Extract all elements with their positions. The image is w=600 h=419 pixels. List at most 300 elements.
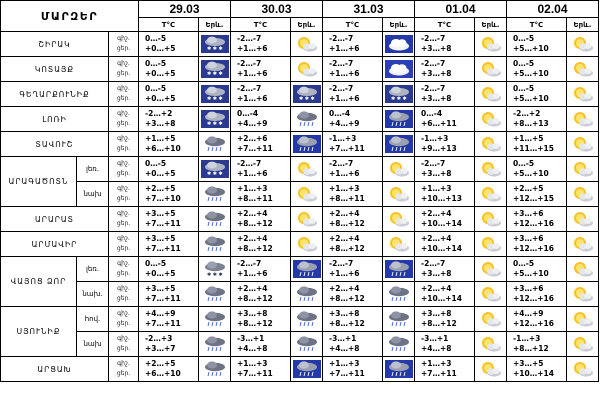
sun-cloud-icon	[567, 210, 598, 228]
table-row	[1, 257, 599, 282]
night-temp: +2…+4	[421, 234, 452, 243]
sun-cloud-icon	[567, 260, 598, 278]
sun-cloud-icon	[475, 185, 506, 203]
night-temp: +2…+5	[145, 359, 176, 368]
day-temp: +5…+10	[513, 44, 549, 53]
night-temp: 0…-4	[421, 109, 443, 118]
night-temp: +3…+6	[513, 209, 544, 218]
cloud-icon	[383, 60, 414, 78]
night-temp: +2…+4	[237, 284, 268, 293]
weather-cell	[383, 132, 415, 157]
weather-cell	[475, 307, 507, 332]
weather-cell	[475, 82, 507, 107]
temperature-cell	[507, 182, 567, 207]
temperature-cell	[507, 207, 567, 232]
night-temp: +2…+5	[513, 184, 544, 193]
svg-text:✱ ✱ ✱: ✱ ✱ ✱	[390, 96, 407, 102]
temp-header: T°C	[139, 18, 199, 32]
rain-cloud-icon	[199, 235, 230, 253]
day-temp: +1…+6	[237, 269, 268, 278]
temperature-cell	[415, 307, 475, 332]
weather-cell	[383, 207, 415, 232]
night-temp: 0…-5	[145, 159, 167, 168]
day-temp: +7…+11	[145, 319, 181, 328]
date-header: 02.04	[507, 1, 599, 18]
night-temp: -1…+3	[513, 334, 541, 343]
rain-cloud-icon	[199, 335, 230, 353]
phenomenon-header: Երև.	[291, 18, 323, 32]
date-header: 30.03	[231, 1, 323, 18]
day-label: ցեր.	[116, 270, 131, 277]
temp-header: T°C	[507, 18, 567, 32]
temperature-cell	[415, 332, 475, 357]
weather-cell	[383, 32, 415, 57]
weather-cell	[475, 257, 507, 282]
snow-night-icon	[199, 110, 230, 128]
rain-night-icon	[383, 135, 414, 153]
weather-cell	[291, 232, 323, 257]
subregion-label: նախ.	[77, 282, 109, 307]
day-temp: +7…+11	[329, 369, 365, 378]
svg-text:✱ ✱ ✱: ✱ ✱ ✱	[206, 71, 223, 77]
weather-cell	[567, 332, 599, 357]
day-temp: +1…+6	[237, 69, 268, 78]
day-label: ցեր.	[116, 295, 131, 302]
phenomenon-header: Երև.	[199, 18, 231, 32]
day-temp: +3…+8	[421, 69, 452, 78]
rain-night-icon	[291, 360, 322, 378]
weather-cell	[291, 207, 323, 232]
day-night-labels	[109, 82, 139, 107]
temperature-cell	[231, 232, 291, 257]
rain-cloud-icon	[199, 310, 230, 328]
night-temp: +1…+5	[145, 134, 176, 143]
weather-cell	[199, 257, 231, 282]
night-temp: -1…+3	[421, 134, 449, 143]
temperature-cell	[139, 182, 199, 207]
day-temp: +1…+6	[237, 169, 268, 178]
rain-night-icon	[291, 135, 322, 153]
temperature-cell	[323, 82, 383, 107]
subregion-label: նախ	[77, 332, 109, 357]
day-temp: +1…+6	[329, 44, 360, 53]
region-name: ԿՈՏԱՅՔ	[1, 57, 109, 82]
temperature-cell	[507, 307, 567, 332]
weather-cell	[291, 307, 323, 332]
weather-cell	[199, 32, 231, 57]
night-label: գիշ.	[117, 135, 130, 142]
night-temp: -2…-7	[329, 34, 354, 43]
sun-cloud-icon	[475, 110, 506, 128]
phenomenon-header: Երև.	[475, 18, 507, 32]
day-temp: +12…+16	[513, 319, 554, 328]
day-night-labels	[109, 57, 139, 82]
night-temp: +2…+6	[237, 134, 268, 143]
night-temp: -2…-7	[421, 84, 446, 93]
weather-cell	[291, 182, 323, 207]
temperature-cell	[415, 132, 475, 157]
rain-cloud-icon	[291, 335, 322, 353]
rain-cloud-icon	[199, 135, 230, 153]
region-name: ԼՈՌԻ	[1, 107, 109, 132]
weather-cell	[383, 257, 415, 282]
svg-text:✱ ✱ ✱: ✱ ✱ ✱	[206, 46, 223, 52]
day-temp: +10…+14	[421, 244, 462, 253]
snow-night-icon	[199, 35, 230, 53]
temperature-cell	[323, 307, 383, 332]
night-temp: +2…+4	[329, 234, 360, 243]
weather-cell	[567, 82, 599, 107]
day-temp: +0…+5	[145, 269, 176, 278]
regions-header: ՄԱՐԶԵՐ	[1, 1, 139, 32]
day-temp: +7…+11	[421, 369, 457, 378]
night-temp: +4…+9	[145, 309, 176, 318]
night-temp: +3…+8	[421, 309, 452, 318]
rain-cloud-icon	[383, 335, 414, 353]
day-label: ցեր.	[116, 245, 131, 252]
subregion-label: լեռ.	[77, 157, 109, 182]
region-name: ԱՐԱՐԱՏ	[1, 207, 109, 232]
night-label: գիշ.	[117, 210, 130, 217]
sun-cloud-icon	[291, 235, 322, 253]
temperature-cell	[507, 332, 567, 357]
day-temp: +5…+10	[513, 94, 549, 103]
weather-cell	[291, 132, 323, 157]
rain-night-icon	[383, 110, 414, 128]
sun-cloud-icon	[567, 310, 598, 328]
day-temp: +10…+14	[421, 219, 462, 228]
day-night-labels	[109, 132, 139, 157]
weather-cell	[199, 132, 231, 157]
night-temp: +3…+8	[237, 309, 268, 318]
table-row	[1, 157, 599, 182]
day-night-labels	[109, 232, 139, 257]
rain-night-icon	[291, 260, 322, 278]
day-night-labels	[109, 307, 139, 332]
weather-cell	[567, 132, 599, 157]
night-temp: 0…-5	[145, 259, 167, 268]
forecast-body	[1, 32, 599, 382]
sun-cloud-icon	[383, 185, 414, 203]
weather-cell	[291, 257, 323, 282]
temperature-cell	[139, 357, 199, 382]
day-temp: +8…+12	[513, 344, 549, 353]
rain-cloud-icon	[383, 310, 414, 328]
weather-cell	[199, 357, 231, 382]
day-temp: +12…+16	[513, 219, 554, 228]
weather-cell	[383, 57, 415, 82]
sun-cloud-icon	[475, 235, 506, 253]
sun-cloud-icon	[291, 60, 322, 78]
sun-cloud-icon	[291, 160, 322, 178]
temperature-cell	[415, 207, 475, 232]
temperature-cell	[231, 57, 291, 82]
day-temp: +3…+8	[421, 44, 452, 53]
temperature-cell	[231, 357, 291, 382]
temperature-cell	[415, 157, 475, 182]
weather-cell	[199, 232, 231, 257]
sun-cloud-icon	[291, 185, 322, 203]
weather-cell	[567, 32, 599, 57]
weather-cell	[291, 282, 323, 307]
day-temp: +7…+11	[145, 244, 181, 253]
day-temp: +3…+7	[145, 344, 176, 353]
table-row	[1, 357, 599, 382]
day-temp: +5…+10	[513, 69, 549, 78]
sun-cloud-icon	[383, 235, 414, 253]
date-header: 29.03	[139, 1, 231, 18]
temperature-cell	[323, 232, 383, 257]
day-label: ցեր.	[116, 345, 131, 352]
day-night-labels	[109, 107, 139, 132]
temperature-cell	[415, 182, 475, 207]
weather-cell	[567, 307, 599, 332]
day-temp: +5…+10	[513, 169, 549, 178]
temperature-cell	[139, 107, 199, 132]
temperature-cell	[231, 32, 291, 57]
night-temp: -2…-7	[421, 259, 446, 268]
weather-cell	[475, 357, 507, 382]
night-temp: -3…+1	[237, 334, 265, 343]
day-temp: +8…+12	[237, 219, 273, 228]
night-temp: 0…-5	[145, 84, 167, 93]
day-temp: +6…+10	[145, 369, 181, 378]
weather-cell	[567, 257, 599, 282]
temperature-cell	[323, 207, 383, 232]
temperature-cell	[323, 257, 383, 282]
weather-cell	[383, 332, 415, 357]
weather-cell	[567, 282, 599, 307]
night-temp: -2…-7	[329, 159, 354, 168]
temperature-cell	[231, 282, 291, 307]
night-temp: +3…+6	[513, 284, 544, 293]
sun-cloud-icon	[475, 35, 506, 53]
sun-cloud-icon	[567, 135, 598, 153]
table-row	[1, 332, 599, 357]
rain-cloud-icon	[199, 360, 230, 378]
day-temp: +1…+6	[329, 94, 360, 103]
night-temp: -2…-7	[421, 159, 446, 168]
weather-cell	[199, 107, 231, 132]
day-temp: +10…+13	[421, 194, 462, 203]
temperature-cell	[507, 282, 567, 307]
weather-cell	[567, 182, 599, 207]
table-row	[1, 307, 599, 332]
weather-cell	[383, 232, 415, 257]
snow-cloud-icon	[199, 260, 230, 278]
night-temp: -2…-7	[237, 34, 262, 43]
weather-cell	[567, 107, 599, 132]
weather-cell	[291, 332, 323, 357]
sun-cloud-icon	[475, 160, 506, 178]
night-temp: +2…+4	[237, 234, 268, 243]
rain-cloud-icon	[199, 210, 230, 228]
sun-cloud-icon	[475, 85, 506, 103]
temperature-cell	[323, 132, 383, 157]
region-name: ՏԱՎՈՒՇ	[1, 132, 109, 157]
night-temp: +2…+4	[421, 284, 452, 293]
svg-text:✱ ✱ ✱: ✱ ✱ ✱	[206, 96, 223, 102]
night-temp: 0…-5	[513, 59, 535, 68]
night-temp: -2…-7	[329, 259, 354, 268]
day-temp: +1…+6	[329, 169, 360, 178]
temperature-cell	[507, 57, 567, 82]
night-label: գիշ.	[117, 85, 130, 92]
region-name: ՇԻՐԱԿ	[1, 32, 109, 57]
night-temp: 0…-5	[513, 84, 535, 93]
night-temp: -2…-7	[421, 59, 446, 68]
weather-cell	[199, 332, 231, 357]
weather-cell	[475, 57, 507, 82]
day-temp: +8…+11	[237, 194, 273, 203]
temperature-cell	[231, 257, 291, 282]
weather-cell	[199, 282, 231, 307]
night-temp: -2…-7	[237, 59, 262, 68]
night-temp: -3…+1	[421, 334, 449, 343]
weather-cell	[199, 207, 231, 232]
temperature-cell	[139, 132, 199, 157]
weather-cell	[383, 357, 415, 382]
weather-cell	[475, 157, 507, 182]
day-temp: +8…+12	[329, 294, 365, 303]
weather-cell	[383, 307, 415, 332]
temperature-cell	[231, 182, 291, 207]
weather-cell	[383, 282, 415, 307]
night-temp: -1…+3	[329, 134, 357, 143]
sun-cloud-icon	[475, 135, 506, 153]
temperature-cell	[415, 32, 475, 57]
table-row	[1, 182, 599, 207]
sun-cloud-icon	[383, 210, 414, 228]
rain-night-icon	[383, 360, 414, 378]
day-label: ցեր.	[116, 170, 131, 177]
day-temp: +7…+11	[237, 144, 273, 153]
phenomenon-header: Երև.	[567, 18, 599, 32]
temperature-cell	[415, 282, 475, 307]
sun-cloud-icon	[475, 60, 506, 78]
svg-text:✱ ✱ ✱: ✱ ✱ ✱	[206, 171, 223, 177]
night-temp: +2…+4	[329, 209, 360, 218]
day-night-labels	[109, 332, 139, 357]
temperature-cell	[323, 282, 383, 307]
night-label: գիշ.	[117, 60, 130, 67]
region-name: ԱՐՑԱԽ	[1, 357, 109, 382]
sun-cloud-icon	[475, 260, 506, 278]
temperature-cell	[139, 307, 199, 332]
temperature-cell	[323, 57, 383, 82]
temperature-cell	[231, 207, 291, 232]
night-label: գիշ.	[117, 335, 130, 342]
sun-cloud-icon	[567, 285, 598, 303]
day-label: ցեր.	[116, 120, 131, 127]
day-temp: +9…+13	[421, 144, 457, 153]
sun-cloud-icon	[567, 35, 598, 53]
day-temp: +8…+12	[421, 319, 457, 328]
temperature-cell	[231, 132, 291, 157]
snow-night-icon	[199, 60, 230, 78]
night-label: գիշ.	[117, 360, 130, 367]
weather-cell	[475, 182, 507, 207]
night-label: գիշ.	[117, 35, 130, 42]
temperature-cell	[507, 232, 567, 257]
day-night-labels	[109, 32, 139, 57]
weather-cell	[199, 157, 231, 182]
sun-cloud-icon	[567, 360, 598, 378]
night-temp: 0…-5	[145, 59, 167, 68]
weather-cell	[199, 57, 231, 82]
subregion-label: նախ	[77, 182, 109, 207]
svg-text:✱ ✱ ✱: ✱ ✱ ✱	[298, 96, 315, 102]
weather-cell	[475, 232, 507, 257]
night-label: գիշ.	[117, 160, 130, 167]
day-temp: +4…+8	[329, 344, 360, 353]
night-temp: +3…+8	[329, 309, 360, 318]
weather-cell	[291, 57, 323, 82]
snow-night-icon	[199, 85, 230, 103]
day-temp: +4…+8	[421, 344, 452, 353]
night-temp: +1…+3	[421, 359, 452, 368]
snow-night-icon	[383, 85, 414, 103]
night-label: գիշ.	[117, 110, 130, 117]
day-temp: +0…+5	[145, 169, 176, 178]
date-header: 01.04	[415, 1, 507, 18]
day-temp: +0…+5	[145, 69, 176, 78]
night-label: գիշ.	[117, 260, 130, 267]
region-name: ԱՐԱԳԱԾՈՏՆ	[1, 157, 77, 207]
temperature-cell	[139, 157, 199, 182]
night-temp: +2…+5	[145, 184, 176, 193]
temperature-cell	[323, 107, 383, 132]
night-label: գիշ.	[117, 310, 130, 317]
day-temp: +11…+15	[513, 144, 554, 153]
day-temp: +8…+12	[237, 294, 273, 303]
day-temp: +3…+8	[145, 119, 176, 128]
day-temp: +8…+11	[329, 194, 365, 203]
temperature-cell	[139, 207, 199, 232]
temperature-cell	[139, 282, 199, 307]
region-name: ԳԵՂԱՐՔՈՒՆԻՔ	[1, 82, 109, 107]
temperature-cell	[507, 357, 567, 382]
weather-cell	[567, 207, 599, 232]
temperature-cell	[231, 332, 291, 357]
night-temp: +3…+5	[145, 209, 176, 218]
night-temp: +1…+3	[421, 184, 452, 193]
day-temp: +12…+16	[513, 244, 554, 253]
temperature-cell	[415, 357, 475, 382]
table-row	[1, 32, 599, 57]
temperature-cell	[507, 157, 567, 182]
rain-night-icon	[383, 260, 414, 278]
night-temp: 0…-5	[513, 34, 535, 43]
weather-cell	[475, 332, 507, 357]
night-temp: +2…+4	[421, 209, 452, 218]
night-temp: +2…+4	[237, 209, 268, 218]
night-temp: 0…-4	[329, 109, 351, 118]
sun-cloud-icon	[567, 185, 598, 203]
night-temp: +3…+5	[145, 284, 176, 293]
night-temp: 0…-5	[513, 159, 535, 168]
day-temp: +4…+8	[237, 344, 268, 353]
weather-cell	[567, 157, 599, 182]
night-temp: -2…-7	[237, 84, 262, 93]
weather-cell	[199, 182, 231, 207]
weather-cell	[291, 82, 323, 107]
temperature-cell	[139, 32, 199, 57]
temperature-cell	[507, 257, 567, 282]
weather-cell	[383, 82, 415, 107]
temperature-cell	[139, 257, 199, 282]
sun-cloud-icon	[567, 160, 598, 178]
